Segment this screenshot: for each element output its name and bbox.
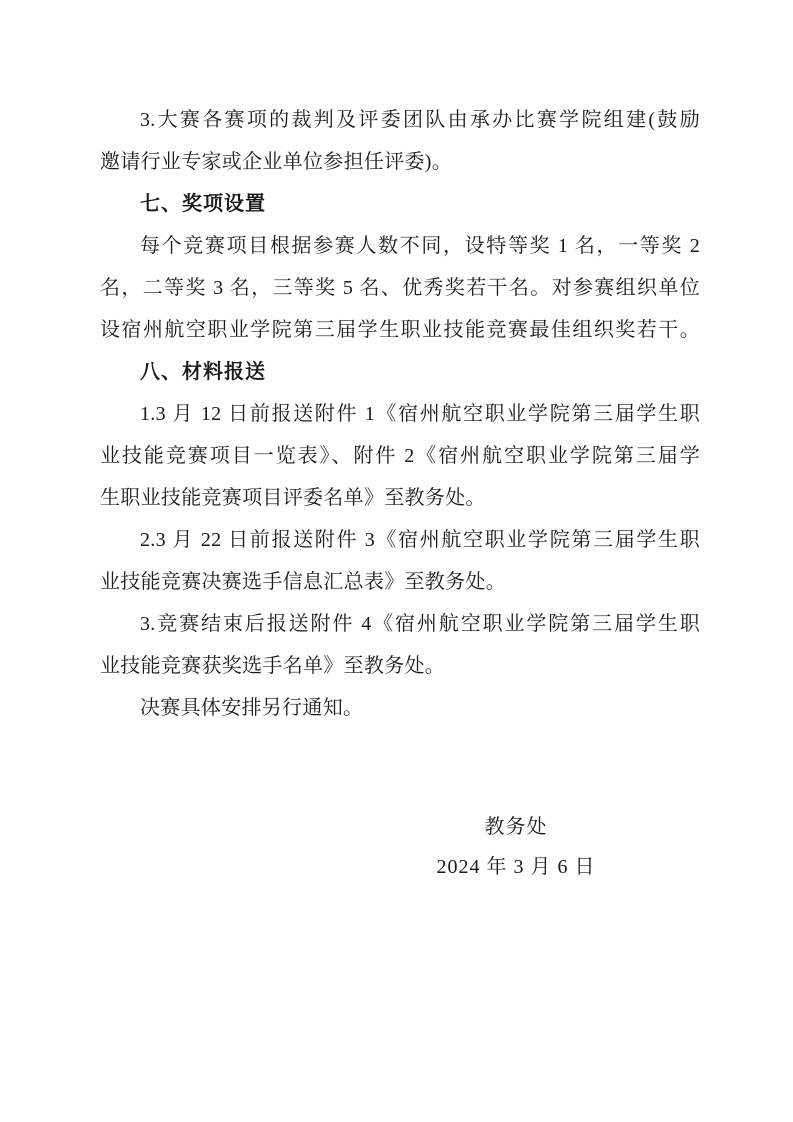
paragraph-line: 决赛具体安排另行通知。	[140, 697, 364, 719]
paragraph-line: 3.大赛各赛项的裁判及评委团队由承办比赛学院组建(鼓励	[140, 109, 700, 131]
paragraph-line: 2.3 月 22 日前报送附件 3《宿州航空职业学院第三届学生职	[140, 529, 700, 551]
signature-signer: 教务处	[484, 816, 548, 838]
paragraph-line: 业技能竞赛获奖选手名单》至教务处。	[100, 655, 446, 677]
signature-date: 2024 年 3 月 6 日	[436, 856, 596, 878]
paragraph-line: 业技能竞赛决赛选手信息汇总表》至教务处。	[100, 571, 506, 593]
section-heading-awards: 七、奖项设置	[140, 193, 266, 215]
paragraph-line: 3.竞赛结束后报送附件 4《宿州航空职业学院第三届学生职	[140, 613, 700, 635]
document-body	[100, 99, 700, 729]
paragraph-line: 1.3 月 12 日前报送附件 1《宿州航空职业学院第三届学生职	[140, 403, 700, 425]
paragraph-line: 设宿州航空职业学院第三届学生职业技能竞赛最佳组织奖若干。	[100, 319, 700, 341]
paragraph-line: 每个竞赛项目根据参赛人数不同，设特等奖 1 名，一等奖 2	[140, 235, 700, 257]
paragraph-line: 业技能竞赛项目一览表》、附件 2《宿州航空职业学院第三届学	[100, 445, 700, 467]
paragraph-line: 邀请行业专家或企业单位参担任评委)。	[100, 151, 453, 173]
paragraph-line: 名，二等奖 3 名，三等奖 5 名、优秀奖若干名。对参赛组织单位	[100, 277, 700, 299]
section-heading-materials: 八、材料报送	[140, 361, 266, 383]
paragraph-line: 生职业技能竞赛项目评委名单》至教务处。	[100, 487, 486, 509]
